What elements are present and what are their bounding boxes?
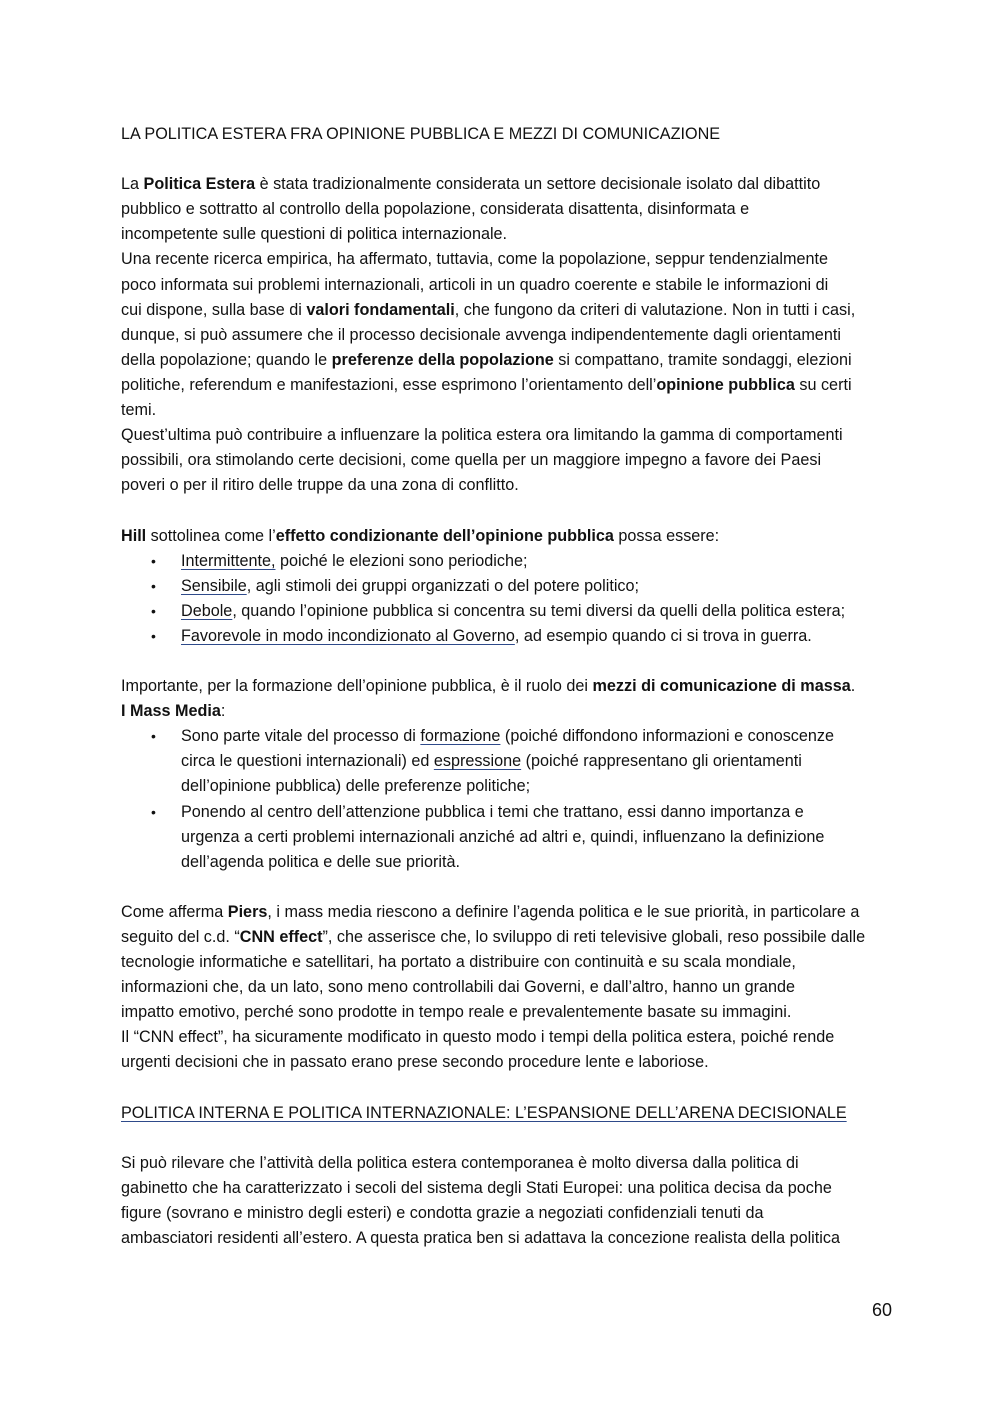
bullet-icon: • — [151, 728, 156, 745]
term-effetto-condizionante: effetto condizionante dell’opinione pubblica — [275, 526, 614, 545]
list-item: • Sensibile, agli stimoli dei gruppi organizzati o del potere politico; — [121, 574, 891, 599]
list-item: • Ponendo al centro dell’attenzione pubblica i temi che trattano, essi danno importanza e — [121, 800, 891, 825]
final-paragraph: Si può rilevare che l’attività della politica estera contemporanea è molto diversa dalla politica di gabinetto che ha caratterizzato i secoli del sistema degli Stati Europei: una politica decisa da poche figure (sovrano e ministro degli esteri) e condotta grazie a negoziati confidenziali tenuti da ambasciatori residenti all’estero. A questa pratica ben si adattava la concezione realista della politica — [121, 1153, 840, 1248]
section-title: LA POLITICA ESTERA FRA OPINIONE PUBBLICA E MEZZI DI COMUNICAZIONE — [121, 125, 721, 143]
list-item: • Intermittente, poiché le elezioni sono periodiche; — [121, 549, 891, 574]
bullet-icon: • — [151, 602, 156, 619]
mass-media-paragraph: Importante, per la formazione dell’opinione pubblica, è il ruolo dei mezzi di comunicazione di massa. I Mass Media: • Sono parte vitale del processo di formazione (poiché diffondono informazioni e conoscenze circa le questioni internazionali) ed espressione (poiché rappresentano gli orientamenti dell’opinione pubblica) delle preferenze politiche; • Ponendo al centro dell’attenzione pubblica i temi che trattano, essi danno importanza e urgenza a certi problemi internazionali anziché ad altri e, quindi, influenzano la definizione dell’agenda politica e delle sue priorità. — [121, 674, 891, 875]
list-item: • Favorevole in modo incondizionato al Governo, ad esempio quando ci si trova in guerra. — [121, 624, 891, 649]
term-cnn-effect: CNN effect — [239, 928, 323, 946]
term-opinione-pubblica: opinione pubblica — [656, 375, 795, 394]
bullet-icon: • — [151, 803, 156, 820]
page-number: 60 — [871, 1300, 892, 1320]
bullet-icon: • — [151, 577, 156, 594]
piers-paragraph: Come afferma Piers, i mass media riescono a definire l’agenda politica e le sue priorità, in particolare a seguito del c.d. “CNN effect”, che asserisce che, lo sviluppo di reti televisive globali, reso possibile dalle tecnologie informatiche e satellitari, ha portato a distribuire con continuità e su scala mondiale, informazioni che, da un lato, sono meno controllabili dai Governi, e dall’altro, hanno un grande impatto emotivo, perché sono prodotte in tempo reale e prevalentemente basate su immagini. Il “CNN effect”, ha sicuramente modificato in questo modo i tempi della politica estera, poiché rende urgenti decisioni che in passato erano prese secondo procedure lente e laboriose. — [121, 902, 866, 1072]
list-item: • Debole, quando l’opinione pubblica si concentra su temi diversi da quelli della politica estera; — [121, 599, 891, 624]
document-page — [121, 122, 891, 1251]
term-hill: Hill — [121, 526, 147, 545]
bullet-icon: • — [151, 627, 156, 644]
bullet-icon: • — [151, 552, 156, 569]
term-preferenze: preferenze della popolazione — [331, 350, 554, 369]
section-title: POLITICA INTERNA E POLITICA INTERNAZIONALE: L’ESPANSIONE DELL’ARENA DECISIONALE — [121, 1103, 847, 1122]
list-item: • Sono parte vitale del processo di formazione (poiché diffondono informazioni e conoscenze — [121, 724, 891, 749]
term-valori-fondamentali: valori fondamentali — [306, 300, 455, 319]
hill-paragraph: Hill sottolinea come l’effetto condizionante dell’opinione pubblica possa essere: • Intermittente, poiché le elezioni sono periodiche; • Sensibile, agli stimoli dei gruppi organizzati o del potere politico; • Debole, quando l’opinione pubblica si concentra su temi diversi da quelli della politica estera; • Favorevole in modo incondizionato al Governo, ad esempio quando ci si trova in guerra. — [121, 524, 891, 649]
term-mass-media: I Mass Media — [121, 702, 221, 721]
term-piers: Piers — [227, 902, 268, 921]
intro-paragraph: La Politica Estera è stata tradizionalmente considerata un settore decisionale isolato dal dibattito pubblico e sottratto al controllo della popolazione, considerata disattenta, disinformata e incompetente sulle questioni di politica internazionale. Una recente ricerca empirica, ha affermato, tuttavia, come la popolazione, seppur tendenzialmente poco informata sui problemi internazionali, articoli in un quadro coerente e stabile le informazioni di cui dispone, sulla base di valori fondamentali, che fungono da criteri di valutazione. Non in tutti i casi, dunque, si può assumere che il processo decisionale avvenga indipendentemente dagli orientamenti della popolazione; quando le preferenze della popolazione si compattano, tramite sondaggi, elezioni politiche, referendum e manifestazioni, esse esprimono l’orientamento dell’opinione pubblica su certi temi. Quest’ultima può contribuire a influenzare la politica estera ora limitando la gamma di comportamenti possibili, ora stimolando certe decisioni, come quella per un maggiore impegno a favore dei Paesi poveri o per il ritiro delle truppe da una zona di conflitto. — [121, 175, 856, 495]
term-politica-estera: Politica Estera — [143, 175, 256, 194]
term-mezzi-comunicazione: mezzi di comunicazione di massa — [592, 677, 851, 696]
